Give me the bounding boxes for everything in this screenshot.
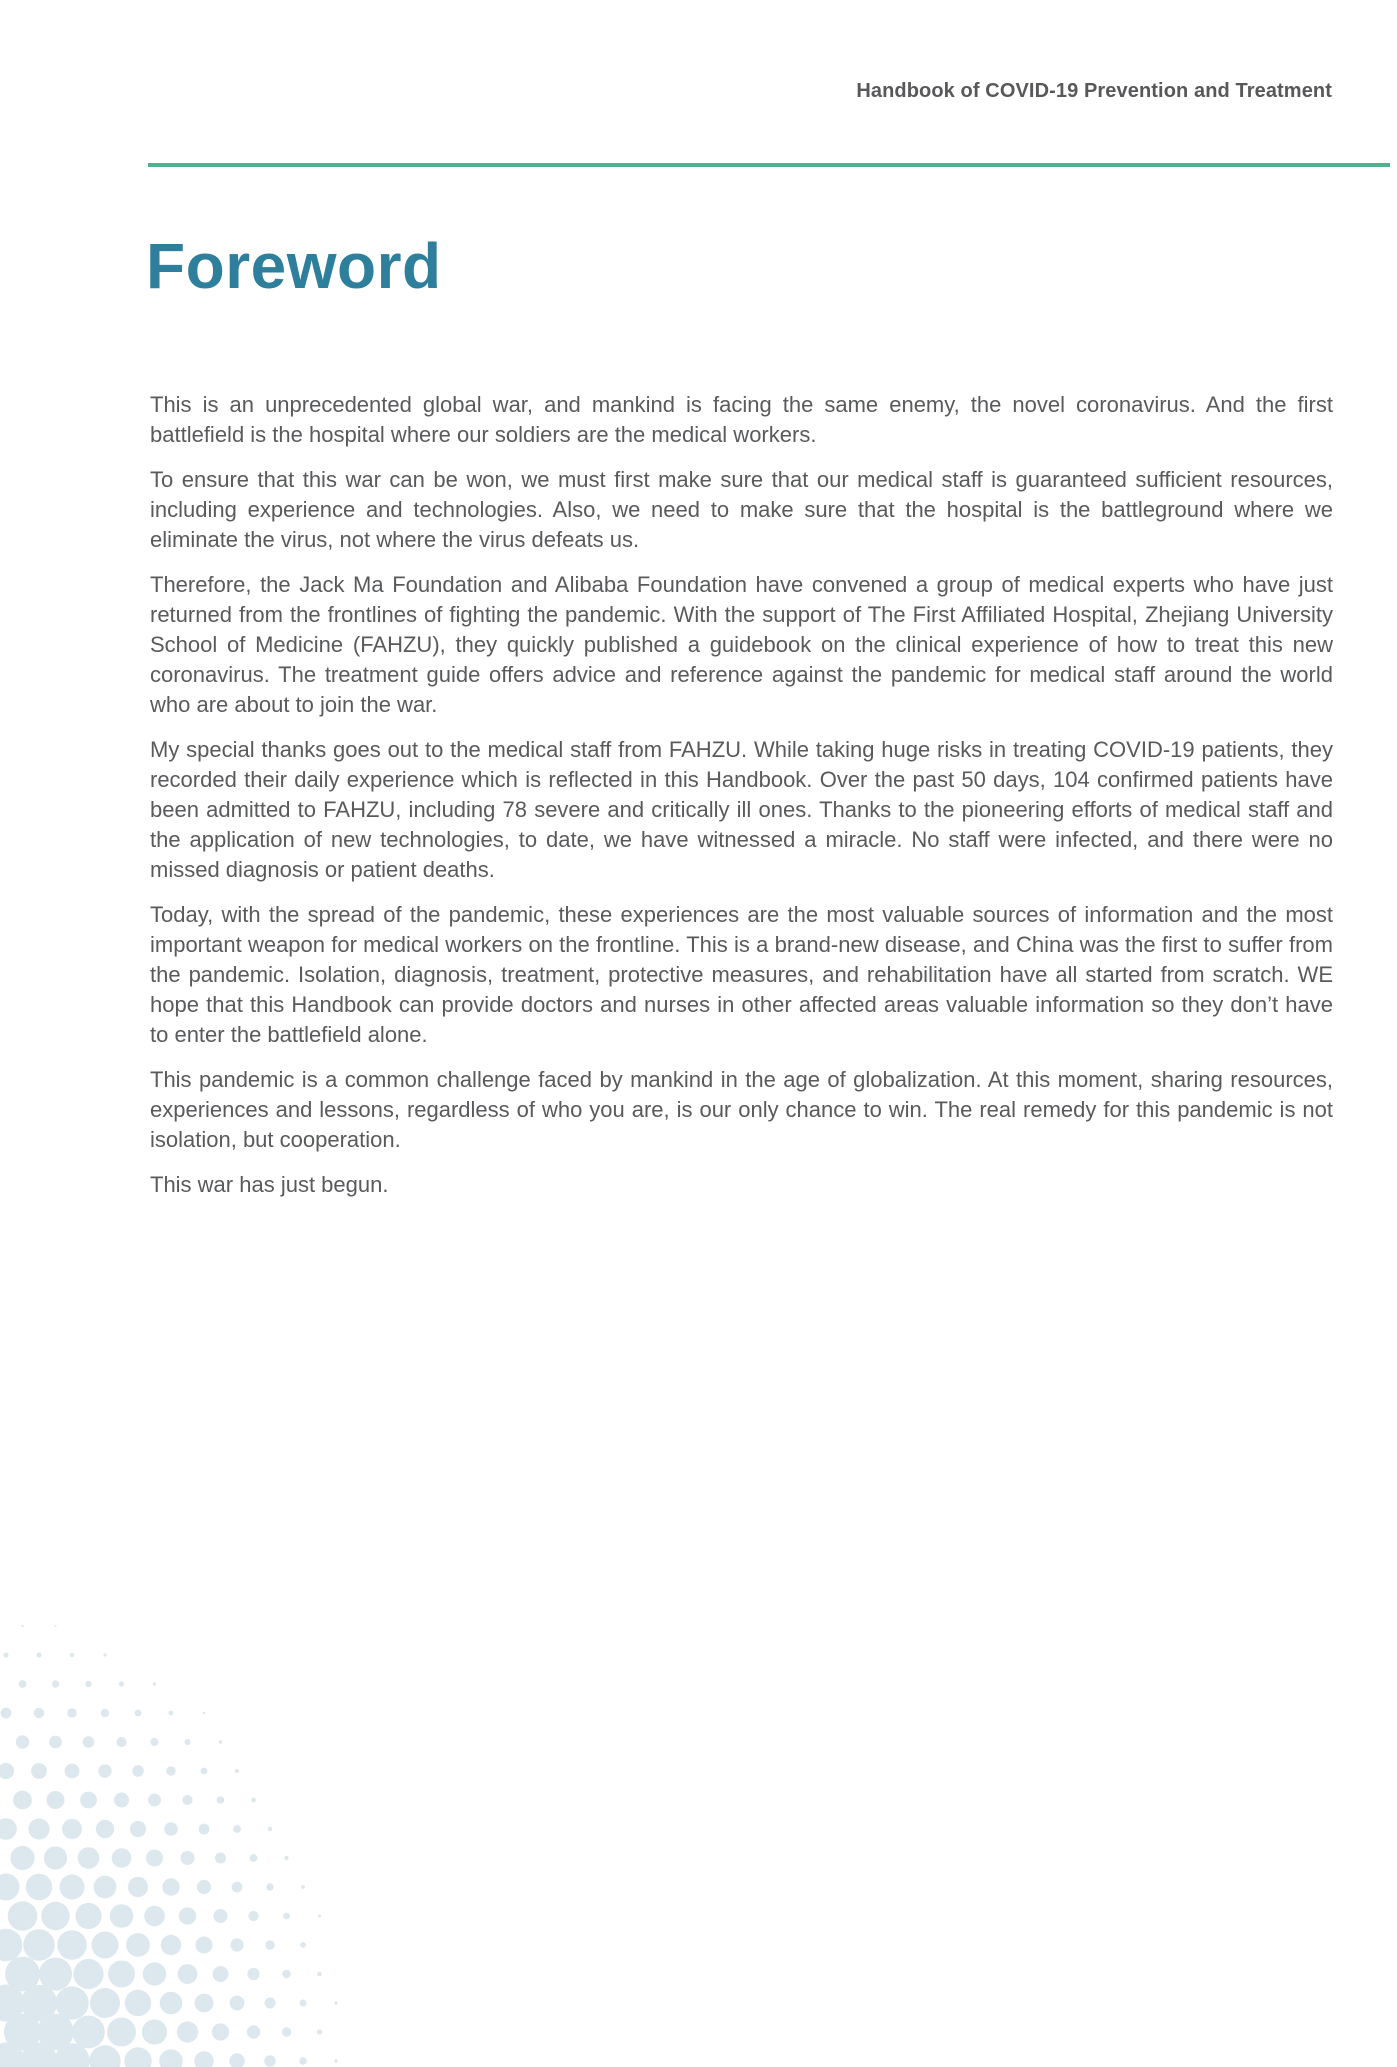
halftone-dots-decoration <box>0 1567 440 2067</box>
foreword-paragraph: This war has just begun. <box>150 1172 389 1197</box>
page-title: Foreword <box>146 230 442 302</box>
foreword-body <box>150 390 1333 1215</box>
foreword-paragraph: Today, with the spread of the pandemic, these experiences are the most valuable sources of information and the most important weapon for medical workers on the frontline. This is a brand-new disease, and China was the first to suffer from the pandemic. Isolation, diagnosis, treatment, protective measures, and rehabilitation have all started from scratch. WE hope that this Handbook can provide doctors and nurses in other affected areas valuable information so they don’t have to enter the battlefield alone. <box>150 902 1333 1047</box>
foreword-paragraph: Therefore, the Jack Ma Foundation and Alibaba Foundation have convened a group of medical experts who have just returned from the frontlines of fighting the pandemic. With the support of The First Affiliated Hospital, Zhejiang University School of Medicine (FAHZU), they quickly published a guidebook on the clinical experience of how to treat this new coronavirus. The treatment guide offers advice and reference against the pandemic for medical staff around the world who are about to join the war. <box>150 572 1333 717</box>
foreword-paragraph: This is an unprecedented global war, and mankind is facing the same enemy, the novel coronavirus. And the first battlefield is the hospital where our soldiers are the medical workers. <box>150 392 1333 447</box>
running-header-title: Handbook of COVID-19 Prevention and Treatment <box>856 80 1332 102</box>
foreword-paragraph: My special thanks goes out to the medical staff from FAHZU. While taking huge risks in treating COVID-19 patients, they recorded their daily experience which is reflected in this Handbook. Over the past 50 days, 104 confirmed patients have been admitted to FAHZU, including 78 severe and critically ill ones. Thanks to the pioneering efforts of medical staff and the application of new technologies, to date, we have witnessed a miracle. No staff were infected, and there were no missed diagnosis or patient deaths. <box>150 737 1333 882</box>
foreword-paragraph: This pandemic is a common challenge faced by mankind in the age of globalization. At this moment, sharing resources, experiences and lessons, regardless of who you are, is our only chance to win. The real remedy for this pandemic is not isolation, but cooperation. <box>150 1067 1333 1152</box>
header-rule-divider <box>148 163 1390 167</box>
foreword-paragraph: To ensure that this war can be won, we must first make sure that our medical staff is guaranteed sufficient resources, including experience and technologies. Also, we need to make sure that the hospital is the battleground where we eliminate the virus, not where the virus defeats us. <box>150 467 1333 552</box>
